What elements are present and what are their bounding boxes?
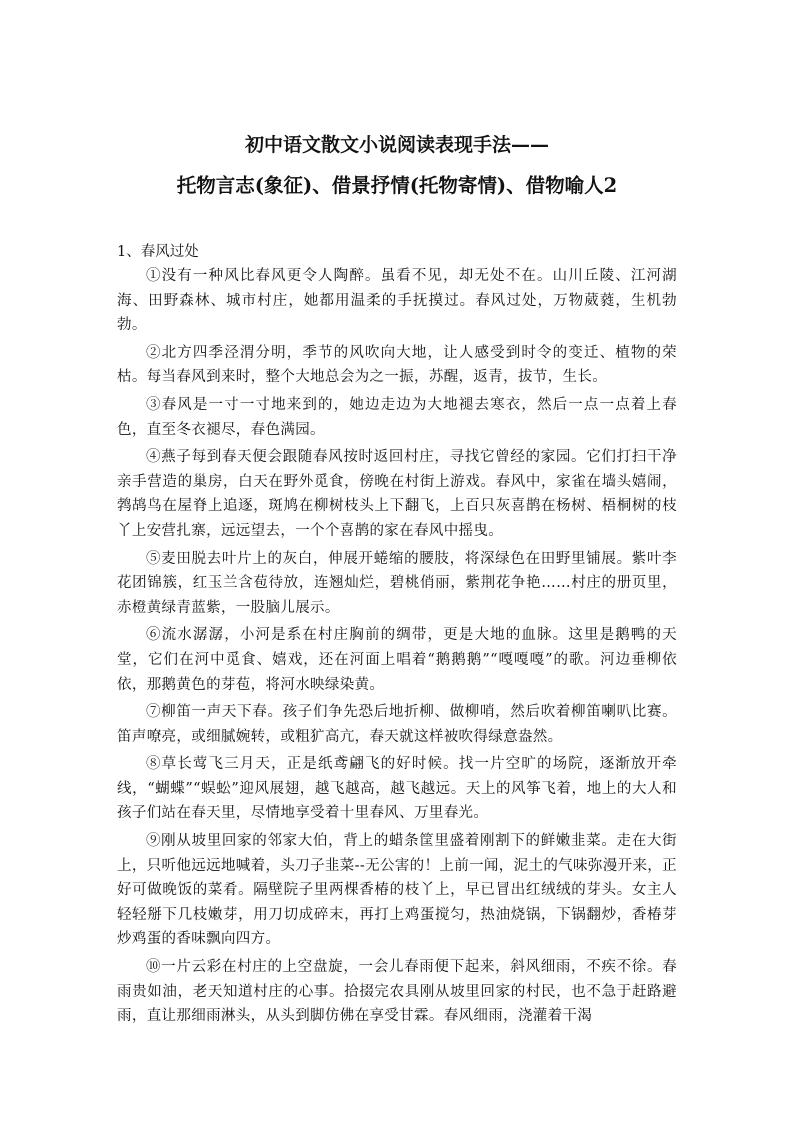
paragraph-5: ⑤麦田脱去叶片上的灰白，伸展开蜷缩的腰肢，将深绿色在田野里铺展。紫叶李花团锦簇，红玉兰含苞待放，连翘灿烂，碧桃俏丽，紫荆花争艳……村庄的册页里，赤橙黄绿青蓝紫，一股脑儿展示。: [117, 550, 677, 616]
paragraph-4: ④燕子每到春天便会跟随春风按时返回村庄，寻找它曾经的家园。它们打扫干净亲手营造的巢房，白天在野外觅食，傍晚在村街上游戏。春风中，家雀在墙头嬉闹，鹁鸪鸟在屋脊上追逐，斑鸠在柳树枝头上下翻飞，上百只灰喜鹊在杨树、梧桐树的枝丫上安营扎寨，远远望去，一个个喜鹊的家在春风中摇曳。: [117, 449, 677, 539]
document-subtitle: 托物言志(象征)、借景抒情(托物寄情)、借物喻人2: [176, 174, 618, 197]
paragraph-8: ⑧草长莺飞三月天，正是纸鸢翩飞的好时候。找一片空旷的场院，逐渐放开牵线，“蝴蝶”“蜈蚣”迎风展翅，越飞越高，越飞越远。天上的风筝飞着，地上的大人和孩子们站在春天里，尽情地享受着十里春风、万里春光。: [117, 756, 677, 822]
paragraph-2: ②北方四季泾渭分明，季节的风吹向大地，让人感受到时令的变迁、植物的荣枯。每当春风到来时，整个大地总会为之一振，苏醒，返青，拔节，生长。: [117, 344, 677, 386]
paragraph-1: ①没有一种风比春风更令人陶醉。虽看不见，却无处不在。山川丘陵、江河湖海、田野森林、城市村庄，她都用温柔的手抚摸过。春风过处，万物葳蕤，生机勃勃。: [117, 268, 677, 334]
paragraph-7: ⑦柳笛一声天下春。孩子们争先恐后地折柳、做柳哨，然后吹着柳笛喇叭比赛。笛声嘹亮，或细腻婉转，或粗犷高亢，春天就这样被吹得绿意盎然。: [117, 704, 677, 745]
paragraph-6: ⑥流水潺潺，小河是系在村庄胸前的绸带，更是大地的血脉。这里是鹅鸭的天堂，它们在河中觅食、嬉戏，还在河面上唱着“鹅鹅鹅”“嘎嘎嘎”的歌。河边垂柳依依，那鹅黄色的芽苞，将河水映绿染黄。: [117, 627, 677, 693]
document-title: 初中语文散文小说阅读表现手法——: [244, 134, 549, 156]
article-body: [117, 264, 677, 1032]
section-heading: 1、春风过处: [117, 244, 199, 260]
paragraph-3: ③春风是一寸一寸地来到的，她边走边为大地褪去寒衣，然后一点一点着上春色，直至冬衣褪尽，春色满园。: [117, 396, 677, 438]
paragraph-9: ⑨刚从坡里回家的邻家大伯，背上的蜡条筐里盛着刚割下的鲜嫩韭菜。走在大街上，只听他远远地喊着，头刀子韭菜--无公害的！上前一闻，泥土的气味弥漫开来，正好可做晚饭的菜肴。隔壁院子里两棵香椿的枝丫上，早已冒出红绒绒的芽头。女主人轻轻掰下几枝嫩芽，用刀切成碎末，再打上鸡蛋搅匀，热油烧锅，下锅翻炒，香椿芽炒鸡蛋的香味飘向四方。: [117, 833, 677, 948]
paragraph-10: ⑩一片云彩在村庄的上空盘旋，一会儿春雨便下起来，斜风细雨，不疾不徐。春雨贵如油，老天知道村庄的心事。拾掇完农具刚从坡里回家的村民，也不急于赶路避雨，直让那细雨淋头，从头到脚仿佛在享受甘霖。春风细雨，浇灌着干渴: [117, 959, 677, 1025]
